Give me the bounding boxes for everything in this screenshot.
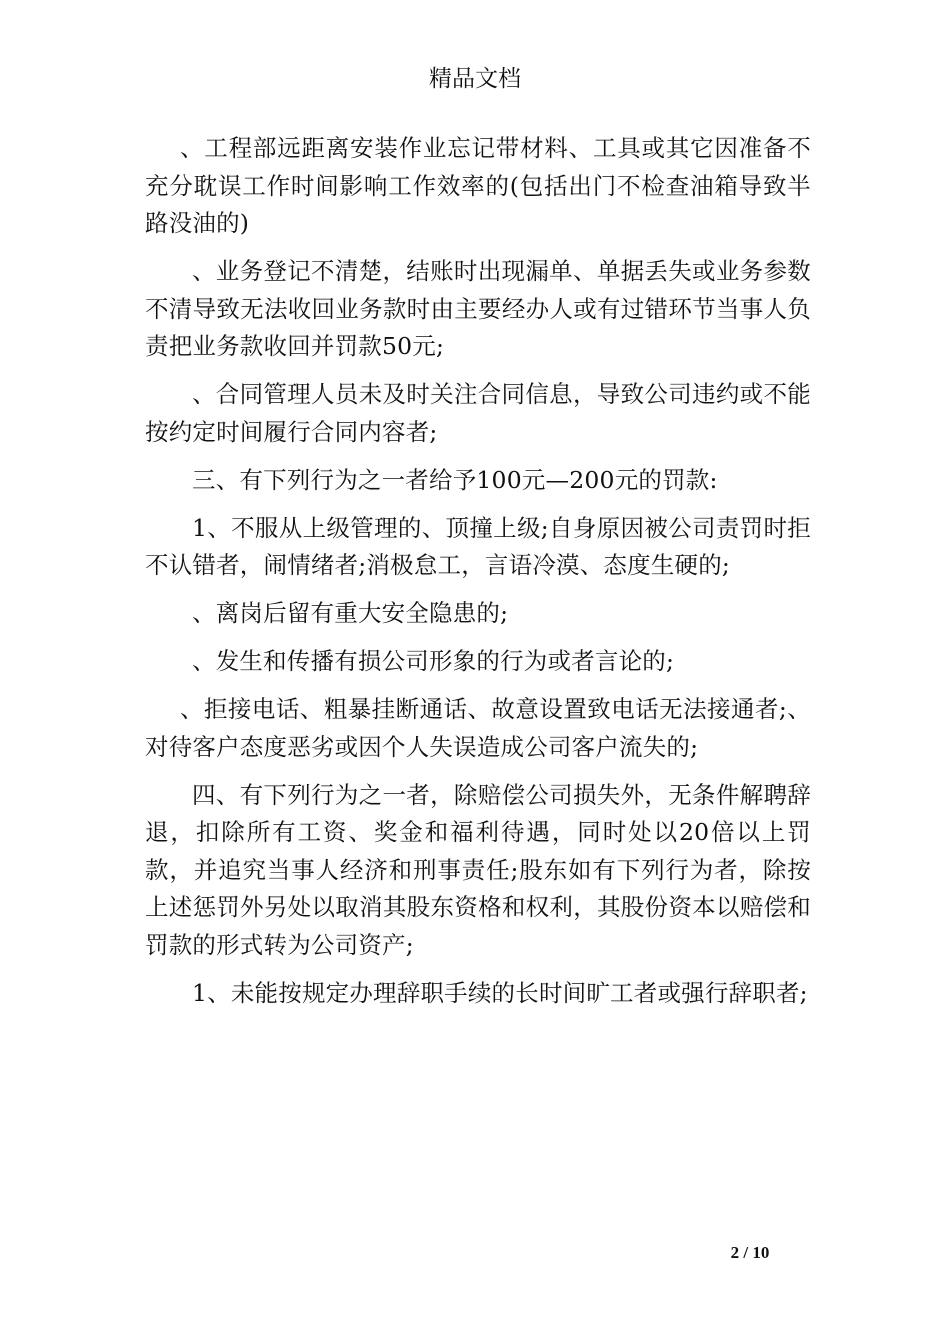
paragraph-contract-management: 、合同管理人员未及时关注合同信息，导致公司违约或不能按约定时间履行合同内容者;: [145, 380, 811, 446]
document-body: [145, 130, 811, 1023]
paragraph-safety-hazard: 、离岗后留有重大安全隐患的;: [192, 599, 509, 627]
section-heading-four: 四、有下列行为之一者，除赔偿公司损失外，无条件解聘辞退，扣除所有工资、奖金和福利待遇，同时处以20倍以上罚款，并追究当事人经济和刑事责任;股东如有下列行为者，除按上述惩罚外另处以取消其股东资格和权利，其股份资本以赔偿和罚款的形式转为公司资产;: [145, 780, 811, 959]
paragraph-engineering-prep: 、工程部远距离安装作业忘记带材料、工具或其它因准备不充分耽误工作时间影响工作效率的(包括出门不检查油箱导致半路没油的): [145, 134, 811, 237]
page-number: 2 / 10: [730, 1243, 770, 1262]
paragraph-business-registration: 、业务登记不清楚，结账时出现漏单、单据丢失或业务参数不清导致无法收回业务款时由主要经办人或有过错环节当事人负责把业务款收回并罚款50元;: [145, 257, 811, 360]
paragraph-phone-conduct: 、拒接电话、粗暴挂断通话、故意设置致电话无法接通者;、对待客户态度恶劣或因个人失误造成公司客户流失的;: [145, 695, 811, 761]
section-heading-three: 三、有下列行为之一者给予100元—200元的罚款:: [192, 465, 718, 494]
paragraph-resignation: 1、未能按规定办理辞职手续的长时间旷工者或强行辞职者;: [192, 978, 808, 1007]
paragraph-insubordination: 1、不服从上级管理的、顶撞上级;自身原因被公司责罚时拒不认错者，闹情绪者;消极怠工，言语冷漠、态度生硬的;: [145, 513, 811, 579]
page-header-title: 精品文档: [429, 66, 521, 92]
paragraph-company-image: 、发生和传播有损公司形象的行为或者言论的;: [192, 647, 675, 675]
